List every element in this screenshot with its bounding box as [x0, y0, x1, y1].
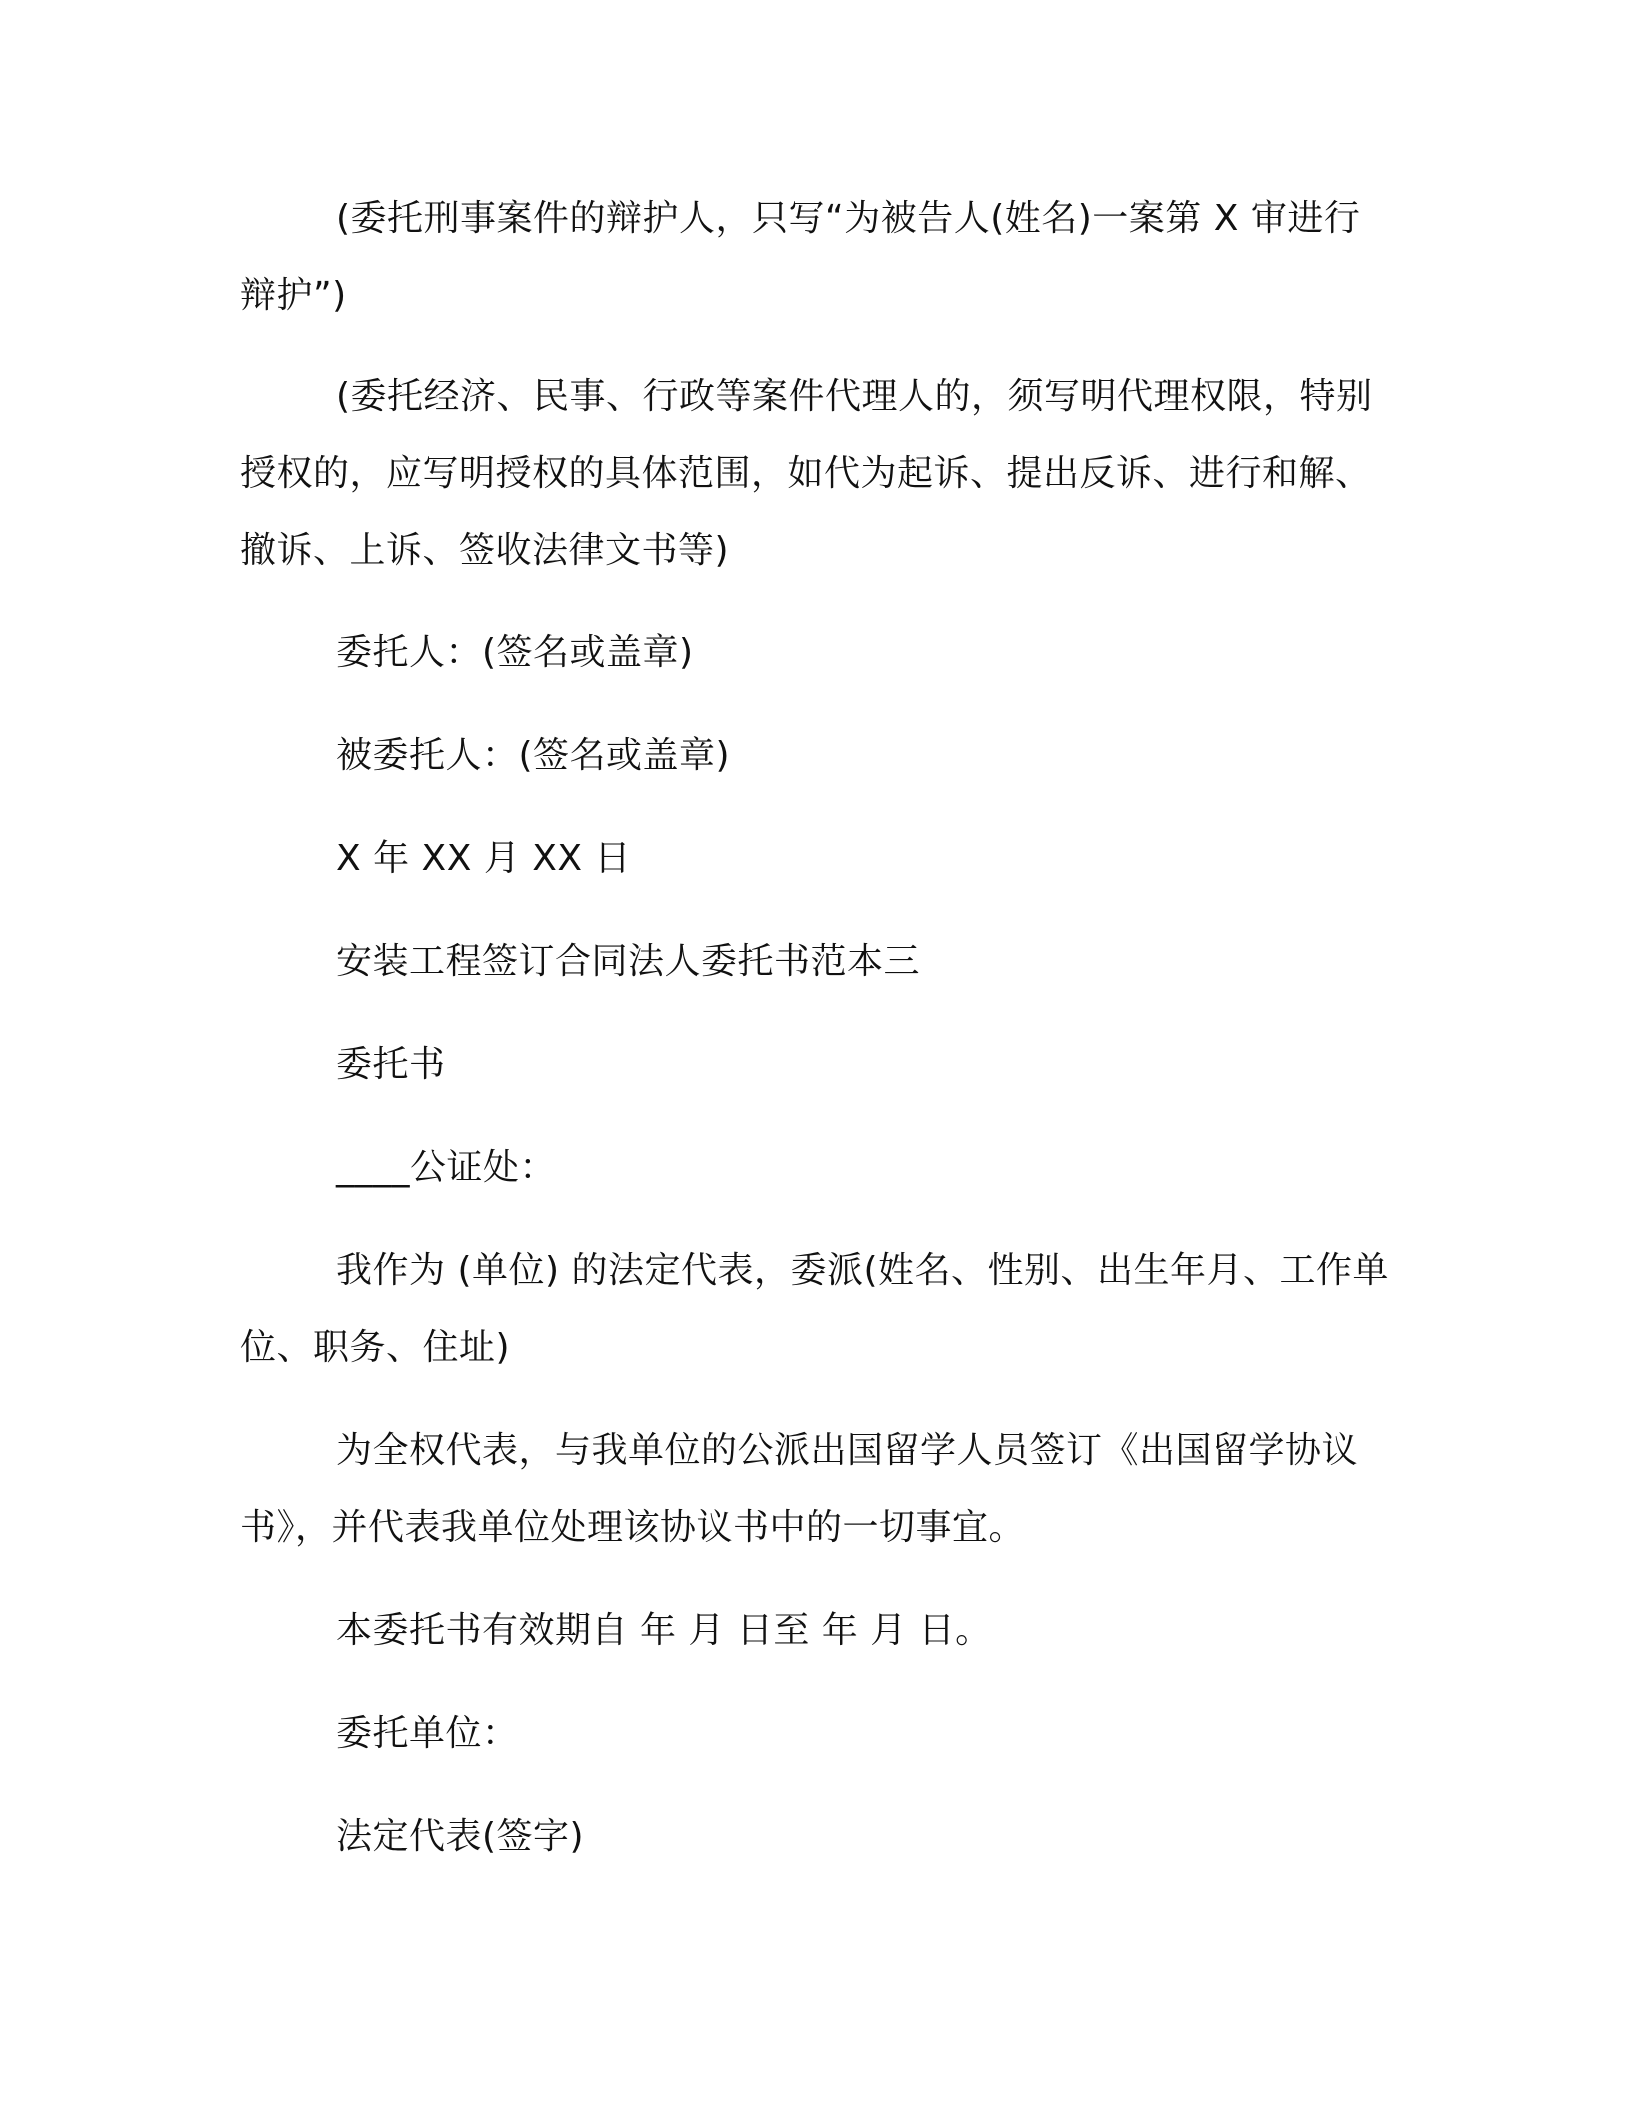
paragraph-authority: 为全权代表，与我单位的公派出国留学人员签订《出国留学协议书》，并代表我单位处理该协议书中的一切事宜。 — [240, 1430, 1359, 1548]
principal-signature-line: 委托人：(签名或盖章) — [336, 632, 694, 673]
paragraph-criminal-defense-note: (委托刑事案件的辩护人，只写“为被告人(姓名)一案第 X 审进行辩护”) — [240, 198, 1361, 316]
addressee-line: ____公证处： — [336, 1147, 557, 1188]
entrusting-unit-line: 委托单位： — [336, 1713, 519, 1754]
section-title: 安装工程签订合同法人委托书范本三 — [336, 941, 921, 982]
paragraph-agency-scope-note: (委托经济、民事、行政等案件代理人的，须写明代理权限，特别授权的，应写明授权的具体范围，如代为起诉、提出反诉、进行和解、撤诉、上诉、签收法律文书等) — [240, 376, 1373, 571]
document-title: 委托书 — [336, 1044, 446, 1085]
paragraph-appointment: 我作为 (单位) 的法定代表，委派(姓名、性别、出生年月、工作单位、职务、住址) — [240, 1250, 1390, 1368]
validity-period-line: 本委托书有效期自 年 月 日至 年 月 日。 — [336, 1610, 992, 1651]
legal-representative-signature-line: 法定代表(签字) — [336, 1816, 585, 1857]
date-line: X 年 XX 月 XX 日 — [336, 838, 632, 879]
agent-signature-line: 被委托人：(签名或盖章) — [336, 735, 731, 776]
